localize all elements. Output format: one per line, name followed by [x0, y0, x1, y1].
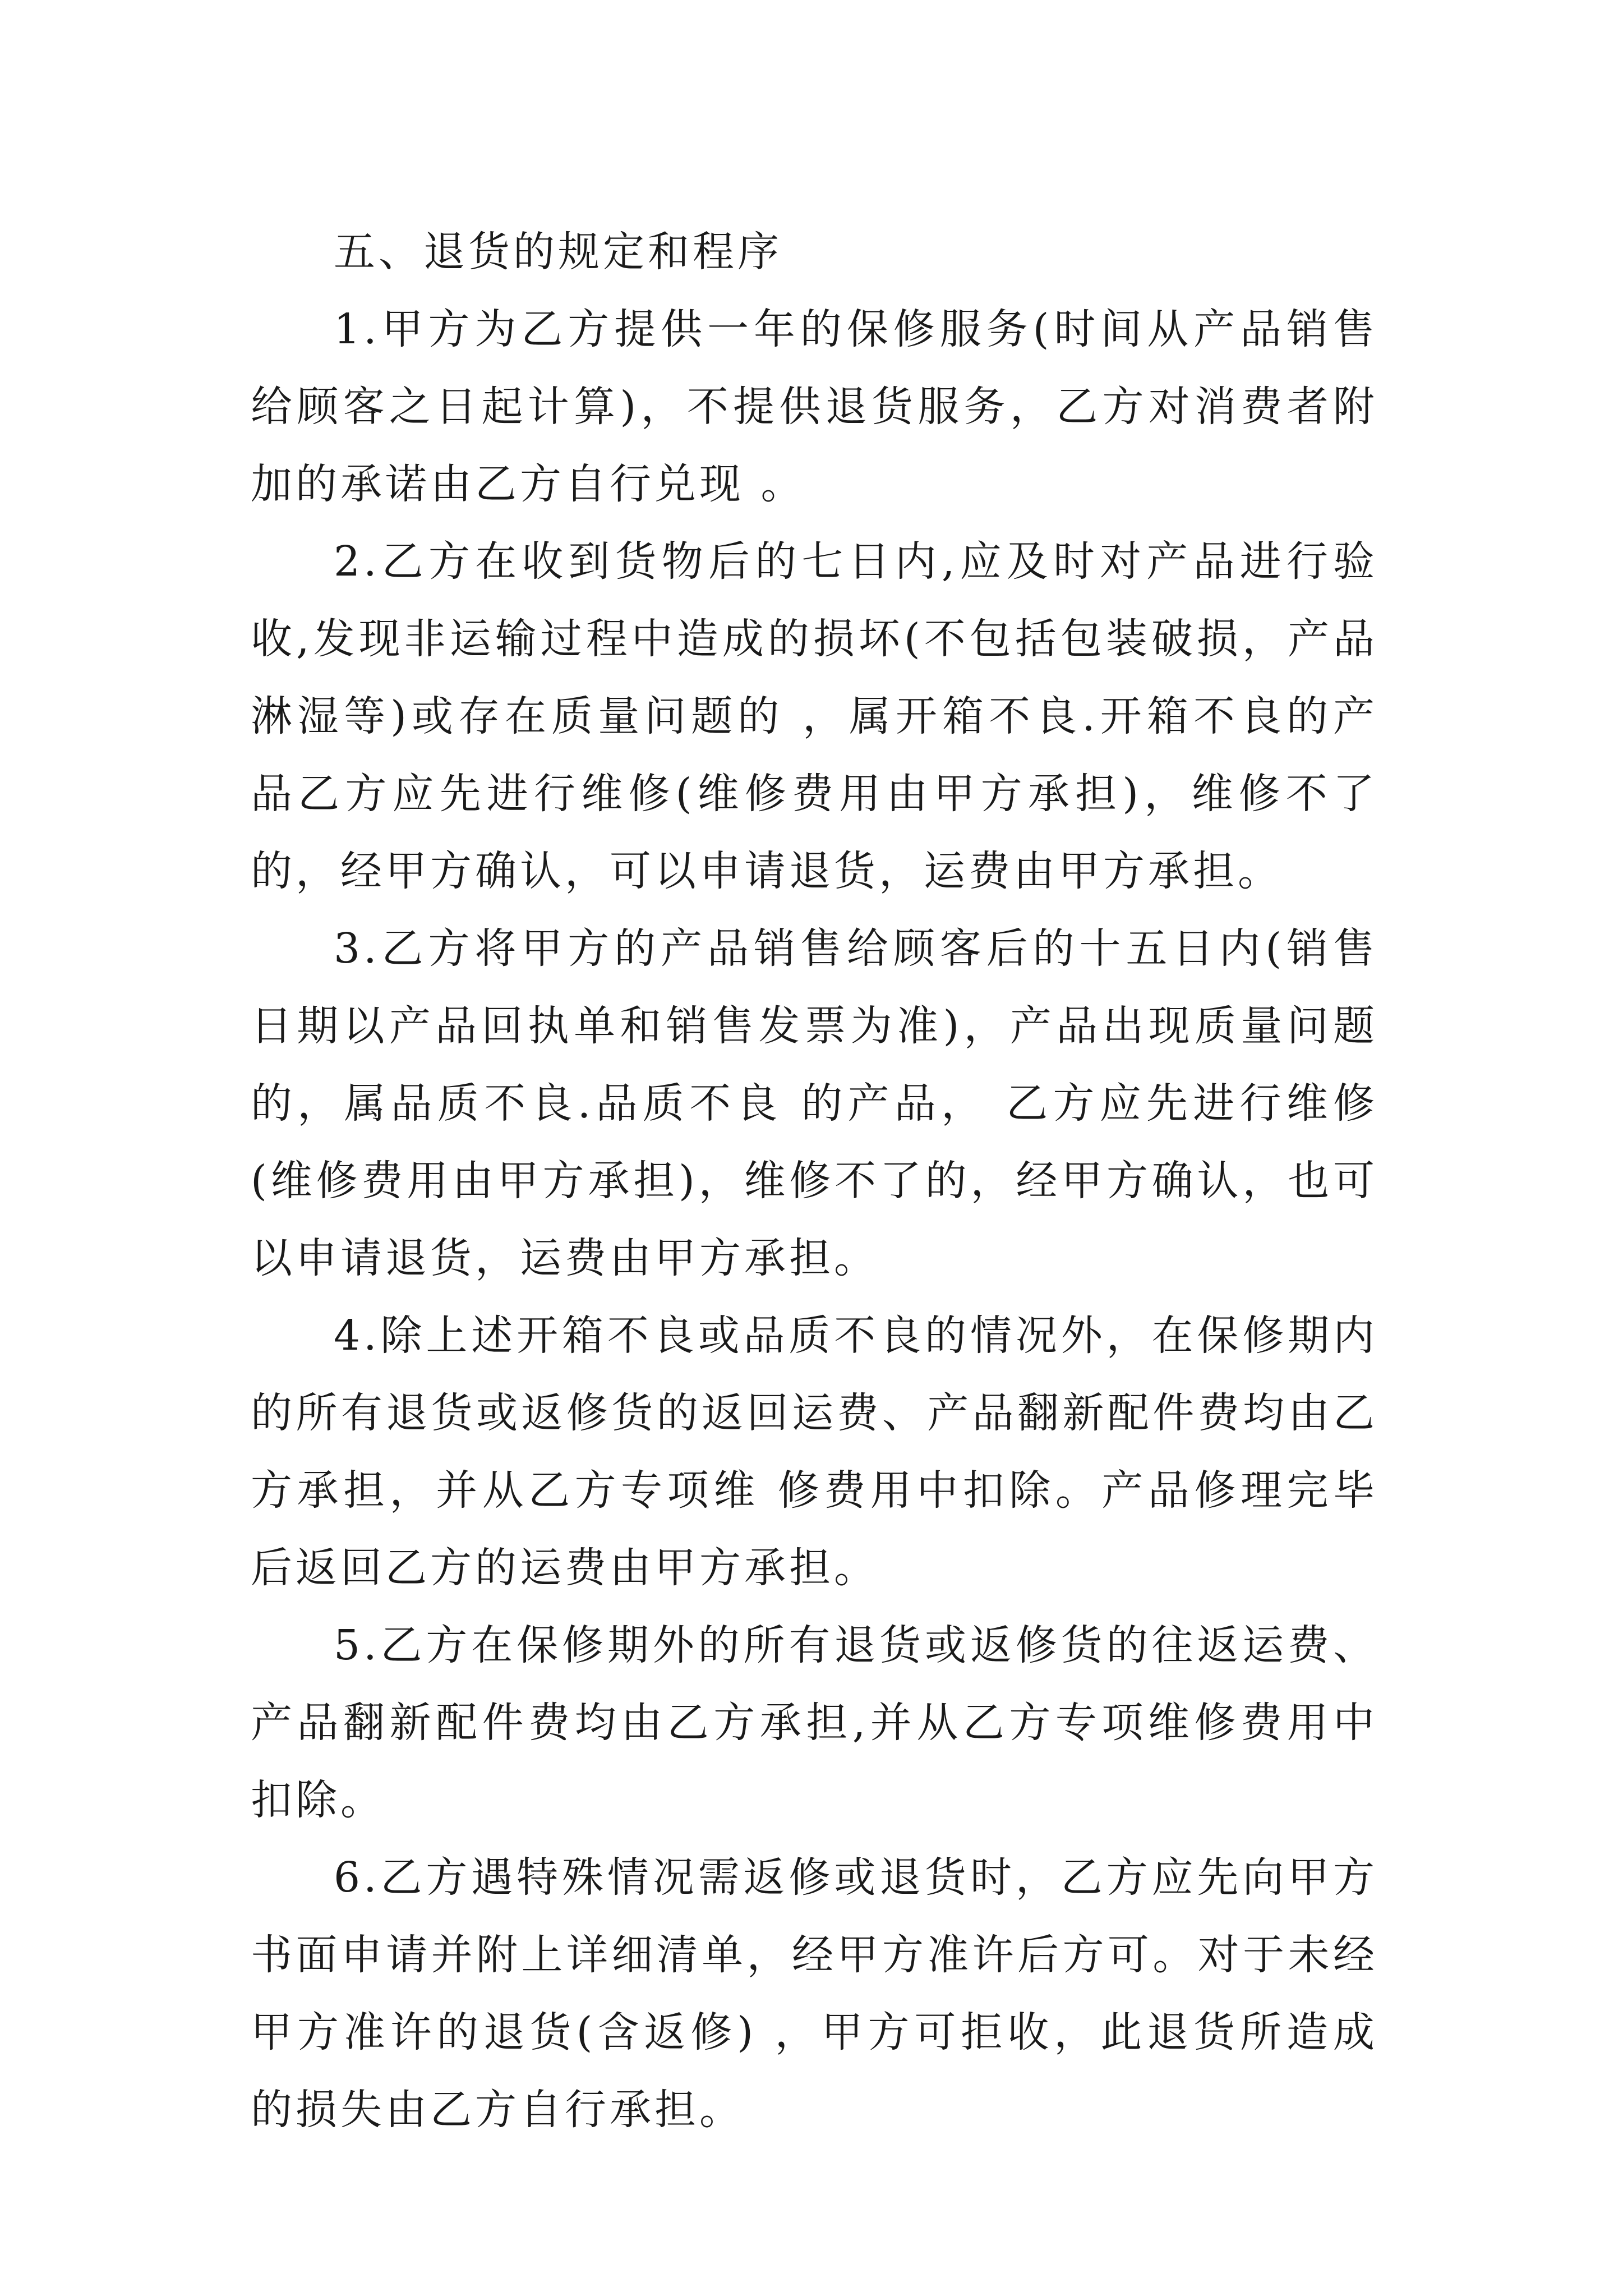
clause-6: 6.乙方遇特殊情况需返修或退货时，乙方应先向甲方书面申请并附上详细清单，经甲方准许后方可。对于未经甲方准许的退货(含返修) ，甲方可拒收，此退货所造成的损失由乙方自行承担。	[251, 1853, 1378, 2134]
document-body	[251, 213, 1378, 2148]
clause-3: 3.乙方将甲方的产品销售给顾客后的十五日内(销售日期以产品回执单和销售发票为准)，产品出现质量问题的，属品质不良.品质不良 的产品， 乙方应先进行维修(维修费用由甲方承担)，维修不了的，经甲方确认，也可以申请退货，运费由甲方承担。	[251, 924, 1378, 1282]
clause-4: 4.除上述开箱不良或品质不良的情况外，在保修期内的所有退货或返修货的返回运费、产品翻新配件费均由乙方承担，并从乙方专项维 修费用中扣除。产品修理完毕后返回乙方的运费由甲方承担。	[251, 1312, 1378, 1592]
clause-5: 5.乙方在保修期外的所有退货或返修货的往返运费、产品翻新配件费均由乙方承担,并从乙方专项维修费用中扣除。	[251, 1621, 1378, 1824]
section-heading: 五、退货的规定和程序	[334, 228, 782, 276]
clause-1: 1.甲方为乙方提供一年的保修服务(时间从产品销售给顾客之日起计算)，不提供退货服务，乙方对消费者附加的承诺由乙方自行兑现 。	[251, 305, 1378, 508]
clause-2: 2.乙方在收到货物后的七日内,应及时对产品进行验收,发现非运输过程中造成的损坏(不包括包装破损，产品淋湿等)或存在质量问题的 ，属开箱不良.开箱不良的产品乙方应先进行维修(维修费用由甲方承担)，维修不了的，经甲方确认，可以申请退货，运费由甲方承担。	[251, 537, 1378, 895]
